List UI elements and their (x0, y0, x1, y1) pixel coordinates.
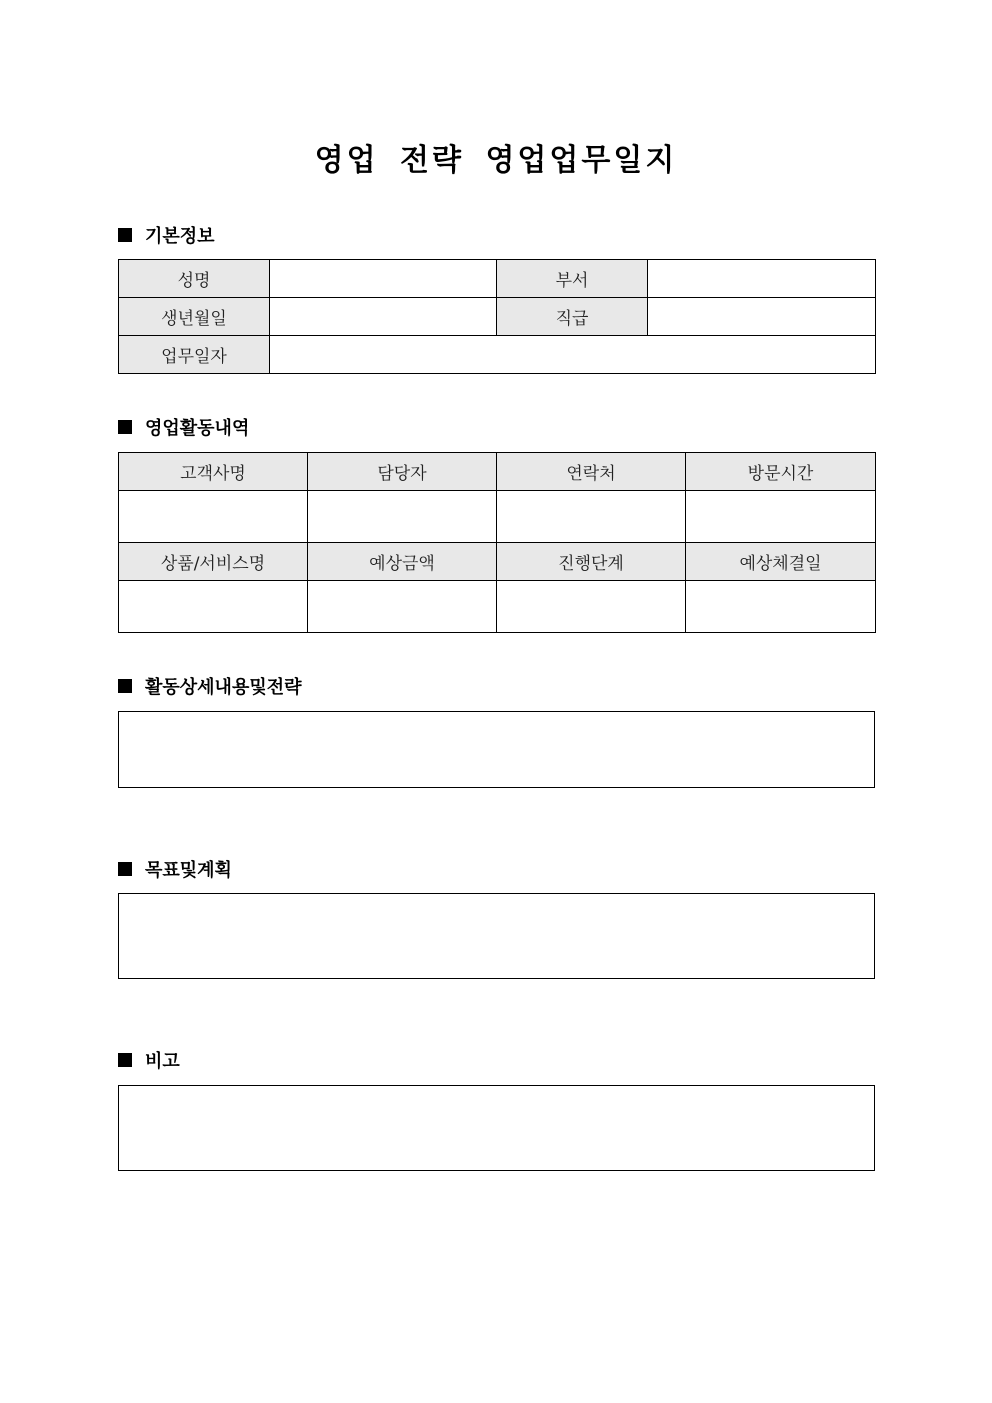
progress-stage-header: 진행단계 (497, 543, 686, 581)
client-name-field[interactable] (119, 491, 308, 543)
client-name-header: 고객사명 (119, 453, 308, 491)
section-remarks (118, 1047, 180, 1073)
department-field[interactable] (648, 260, 876, 298)
activity-detail-box[interactable] (118, 711, 875, 788)
section-remarks-label: 비고 (145, 1051, 180, 1072)
department-label: 부서 (497, 260, 648, 298)
product-service-header: 상품/서비스명 (119, 543, 308, 581)
workdate-label: 업무일자 (119, 336, 270, 374)
section-activity-detail-label: 활동상세내용및전략 (145, 677, 302, 698)
position-label: 직급 (497, 298, 648, 336)
product-service-field[interactable] (119, 581, 308, 633)
square-bullet-icon (118, 862, 132, 876)
manager-field[interactable] (308, 491, 497, 543)
expected-amount-header: 예상금액 (308, 543, 497, 581)
goals-box[interactable] (118, 893, 875, 979)
birthdate-label: 생년월일 (119, 298, 270, 336)
section-sales-activity-label: 영업활동내역 (145, 418, 250, 439)
square-bullet-icon (118, 228, 132, 242)
basic-info-table (118, 259, 876, 374)
section-basic-info (118, 222, 215, 248)
birthdate-field[interactable] (270, 298, 497, 336)
name-label: 성명 (119, 260, 270, 298)
contact-header: 연락처 (497, 453, 686, 491)
expected-close-date-header: 예상체결일 (686, 543, 876, 581)
contact-field[interactable] (497, 491, 686, 543)
remarks-box[interactable] (118, 1085, 875, 1171)
square-bullet-icon (118, 679, 132, 693)
expected-close-date-field[interactable] (686, 581, 876, 633)
expected-amount-field[interactable] (308, 581, 497, 633)
workdate-field[interactable] (270, 336, 876, 374)
square-bullet-icon (118, 1053, 132, 1067)
section-basic-info-label: 기본정보 (145, 226, 215, 247)
visit-time-field[interactable] (686, 491, 876, 543)
progress-stage-field[interactable] (497, 581, 686, 633)
section-goals (118, 856, 232, 882)
section-sales-activity (118, 414, 249, 440)
document-title: 영업 전략 영업업무일지 (314, 143, 678, 178)
section-goals-label: 목표및계획 (145, 860, 232, 881)
sales-activity-table (118, 452, 876, 633)
name-field[interactable] (270, 260, 497, 298)
manager-header: 담당자 (308, 453, 497, 491)
square-bullet-icon (118, 420, 132, 434)
visit-time-header: 방문시간 (686, 453, 876, 491)
section-activity-detail (118, 673, 302, 699)
position-field[interactable] (648, 298, 876, 336)
